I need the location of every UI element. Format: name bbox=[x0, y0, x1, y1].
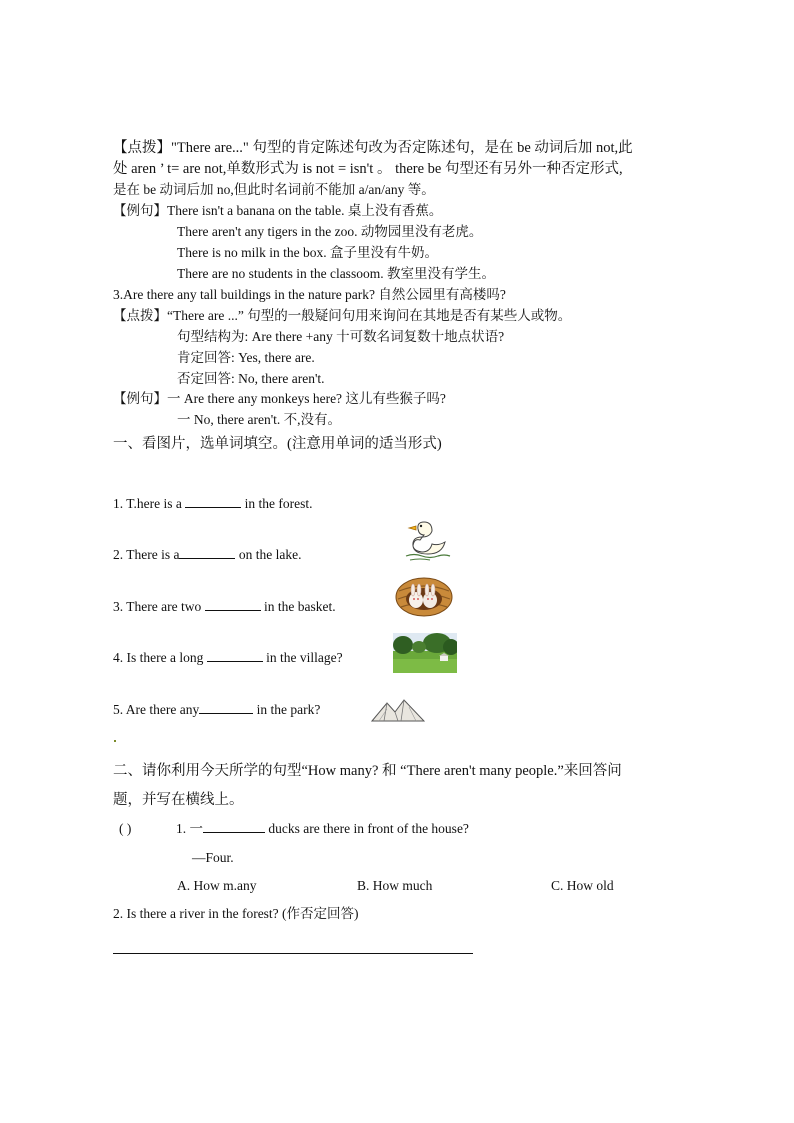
example-line-1: 【例句】There isn't a banana on the table. 桌上没有香蕉。 bbox=[113, 203, 443, 218]
answer-line[interactable] bbox=[113, 953, 473, 954]
exercise-5-suffix: in the park? bbox=[253, 702, 321, 717]
mountains-icon bbox=[371, 697, 425, 723]
negative-answer: 否定回答: No, there aren't. bbox=[177, 371, 325, 386]
exercise-5 bbox=[113, 701, 320, 719]
structure-line: 句型结构为: Are there +any 十可数名词复数十地点状语? bbox=[177, 329, 505, 344]
exercise-5-blank[interactable] bbox=[199, 701, 253, 714]
exercise-3-suffix: in the basket. bbox=[260, 599, 336, 614]
question-2: 2. Is there a river in the forest? (作否定回答) bbox=[113, 906, 359, 921]
exercise-4 bbox=[113, 649, 343, 667]
decorative-dot bbox=[114, 740, 116, 742]
exercise-4-suffix: in the village? bbox=[262, 650, 343, 665]
option-c[interactable]: C. How old bbox=[551, 878, 614, 893]
exercise-3-blank[interactable] bbox=[205, 598, 261, 611]
example-line-3: There is no milk in the box. 盒子里没有牛奶。 bbox=[177, 245, 438, 260]
example-question: 【例句】一 Are there any monkeys here? 这儿有些猴子吗? bbox=[113, 391, 446, 406]
note-line-4: 【点拨】“There are ...” 句型的一般疑问句用来询问在其地是否有某些人或物。 bbox=[113, 308, 572, 323]
exercise-2-blank[interactable] bbox=[179, 546, 235, 559]
question-1-text: ducks are there in front of the house? bbox=[265, 821, 469, 836]
duck-icon bbox=[400, 516, 452, 562]
exercise-2-prefix: 2. There is a bbox=[113, 547, 180, 562]
exercise-4-prefix: 4. Is there a long bbox=[113, 650, 207, 665]
example-line-4: There are no students in the classoom. 教室里没有学生。 bbox=[177, 266, 495, 281]
section2-heading-line2: 题，并写在横线上。 bbox=[113, 792, 244, 808]
point-3-heading: 3.Are there any tall buildings in the nature park? 自然公园里有高楼吗? bbox=[113, 287, 506, 302]
exercise-1-prefix: 1. T.here is a bbox=[113, 496, 186, 511]
note-line-2: 处 aren ’ t= are not,单数形式为 is not = isn't 。 there be 句型还有另外一种否定形式, bbox=[113, 161, 623, 177]
note-line-1: 【点拨】"There are..." 句型的肯定陈述句改为否定陈述句，是在 be 动词后加 not,此 bbox=[113, 140, 633, 156]
example-line-2: There aren't any tigers in the zoo. 动物园里没有老虎。 bbox=[177, 224, 483, 239]
rabbits-in-basket-icon bbox=[395, 573, 453, 617]
option-a[interactable]: A. How m.any bbox=[177, 878, 257, 893]
exercise-4-blank[interactable] bbox=[207, 649, 263, 662]
exercise-1-suffix: in the forest. bbox=[241, 496, 313, 511]
exercise-3-prefix: 3. There are two bbox=[113, 599, 205, 614]
note-line-3: 是在 be 动词后加 no,但此时名词前不能加 a/an/any 等。 bbox=[113, 182, 435, 197]
exercise-5-prefix: 5. Are there any bbox=[113, 702, 200, 717]
section2-heading-line1: 二、请你利用今天所学的句型“How many? 和 “There aren't many people.”来回答问 bbox=[113, 763, 622, 779]
question-1-answer: —Four. bbox=[192, 850, 234, 865]
question-1-bracket[interactable]: ( ) bbox=[119, 821, 132, 836]
exercise-2-suffix: on the lake. bbox=[235, 547, 302, 562]
question-1-blank[interactable] bbox=[203, 820, 265, 833]
exercise-3 bbox=[113, 598, 336, 616]
exercise-1-blank[interactable] bbox=[185, 495, 241, 508]
question-1-number: 1. 一 bbox=[176, 821, 203, 836]
example-response: 一 No, there aren't. 不,没有。 bbox=[177, 412, 342, 427]
village-meadow-icon bbox=[393, 633, 457, 673]
section1-heading: 一、看图片，选单词填空。(注意用单词的适当形式) bbox=[113, 436, 442, 452]
option-b[interactable]: B. How much bbox=[357, 878, 433, 893]
exercise-1 bbox=[113, 495, 312, 513]
exercise-2 bbox=[113, 546, 301, 564]
affirmative-answer: 肯定回答: Yes, there are. bbox=[177, 350, 315, 365]
question-1 bbox=[176, 820, 469, 838]
